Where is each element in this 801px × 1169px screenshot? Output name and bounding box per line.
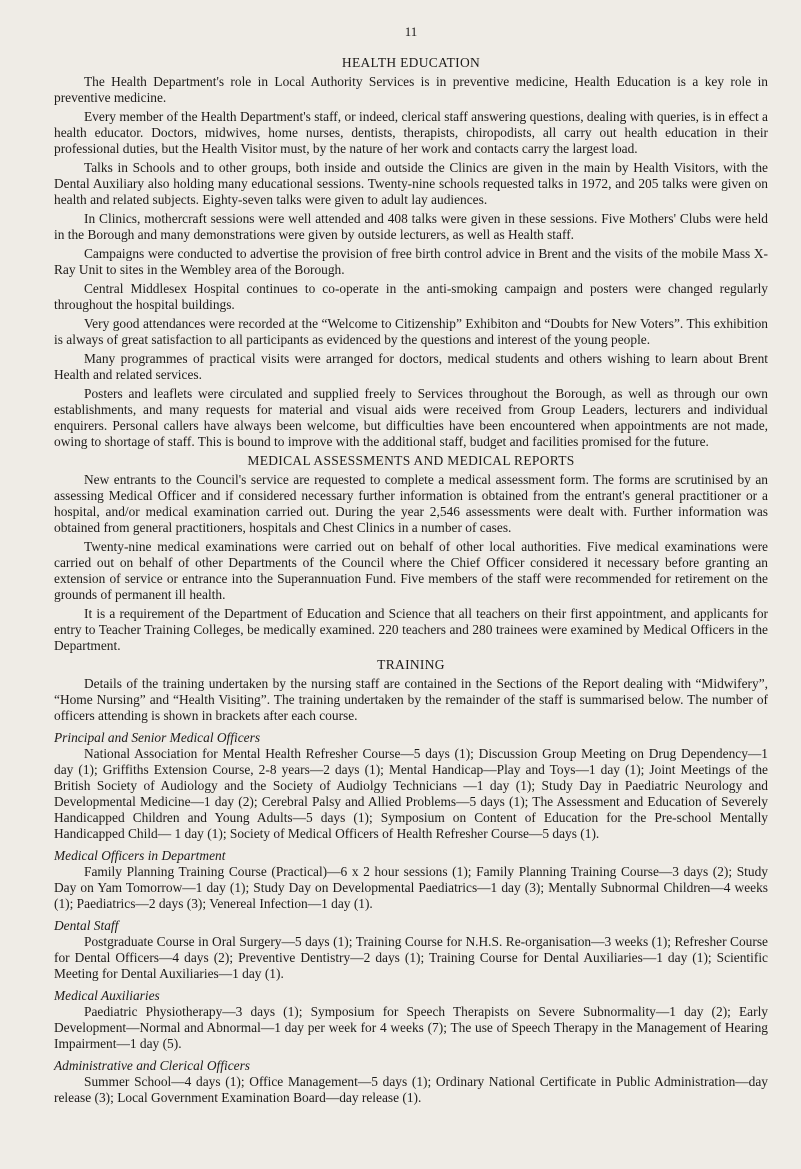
section-medical-assessments xyxy=(54,453,768,654)
section-heading: MEDICAL ASSESSMENTS AND MEDICAL REPORTS xyxy=(247,453,575,468)
section-heading: HEALTH EDUCATION xyxy=(341,55,481,70)
paragraph: Very good attendances were recorded at the “Welcome to Citizenship” Exhibiton and “Doubts for New Voters”. This exhibition is always of great satisfaction to all participants as evidenced by the questions and interest of the young people. xyxy=(54,316,768,347)
subsection-title: Medical Officers in Department xyxy=(54,848,226,863)
paragraph: Central Middlesex Hospital continues to co-operate in the anti-smoking campaign and posters were changed regularly throughout the hospital buildings. xyxy=(54,281,768,312)
paragraph: Posters and leaflets were circulated and supplied freely to Services throughout the Borough, as well as through our own establishments, and many requests for material and visual aids were received from Group Leaders, lecturers and individual enquirers. Personal callers have always been welcome, but difficulties have been encountered when appointments are not made, owing to shortage of staff. This is bound to improve with the additional staff, budget and facilities promised for the future. xyxy=(54,386,768,449)
paragraph: It is a requirement of the Department of Education and Science that all teachers on their first appointment, and applicants for entry to Teacher Training Colleges, be medically examined. 220 teachers and 280 trainees were examined by Medical Officers in the Department. xyxy=(54,606,768,653)
page-number: 11 xyxy=(404,24,418,39)
subsection-text: Paediatric Physiotherapy—3 days (1); Symposium for Speech Therapists on Severe Subnormality—1 day (2); Early Development—Normal and Abnormal—1 day per week for 4 weeks (7); The use of Speech Therapy in the Management of Hearing Impairment—1 day (5). xyxy=(54,1004,768,1051)
subsection-text: Postgraduate Course in Oral Surgery—5 days (1); Training Course for N.H.S. Re-organisation—3 weeks (1); Refresher Course for Dental Officers—4 days (2); Preventive Dentistry—2 days (1); Training Course for Dental Auxiliaries—1 day (1); Scientific Meeting for Dental Auxiliaries—1 day (1). xyxy=(54,934,768,981)
paragraph: Talks in Schools and to other groups, both inside and outside the Clinics are given in the main by Health Visitors, with the Dental Auxiliary also holding many educational sessions. Twenty-nine schools requested talks in 1972, and 205 talks were given on health and related subjects. Eighty-seven talks were given to adult lay audiences. xyxy=(54,160,768,207)
subsection-title: Dental Staff xyxy=(54,918,119,933)
paragraph: Many programmes of practical visits were arranged for doctors, medical students and others wishing to learn about Brent Health and related services. xyxy=(54,351,768,382)
paragraph: Campaigns were conducted to advertise the provision of free birth control advice in Brent and the visits of the mobile Mass X-Ray Unit to sites in the Wembley area of the Borough. xyxy=(54,246,768,277)
subsection-title: Principal and Senior Medical Officers xyxy=(54,730,261,745)
paragraph: Details of the training undertaken by the nursing staff are contained in the Sections of the Report dealing with “Midwifery”, “Home Nursing” and “Health Visiting”. The training undertaken by the remainder of the staff is summarised below. The number of officers attending is shown in brackets after each course. xyxy=(54,676,768,723)
subsection-text: Summer School—4 days (1); Office Management—5 days (1); Ordinary National Certificate in Public Administration—day release (3); Local Government Examination Board—day release (1). xyxy=(54,1074,768,1105)
paragraph: In Clinics, mothercraft sessions were well attended and 408 talks were given in these sessions. Five Mothers' Clubs were held in the Borough and many demonstrations were given by outside lecturers, as well as Health staff. xyxy=(54,211,768,242)
paragraph: New entrants to the Council's service are requested to complete a medical assessment form. The forms are scrutinised by an assessing Medical Officer and if considered necessary further information is obtained from the entrant's general practitioner or a hospital, and/or medical examination carried out. During the year 2,546 assessments were dealt with. Further information was obtained from general practitioners, hospitals and Chest Clinics in a number of cases. xyxy=(54,472,768,535)
section-training xyxy=(54,657,768,1106)
paragraph: Twenty-nine medical examinations were carried out on behalf of other local authorities. Five medical examinations were carried out on behalf of other Departments of the Council where the Chief Officer considered it necessary before granting an extension of service or entrance into the Superannuation Fund. Five members of the staff were recommended for retirement on the grounds of permanent ill health. xyxy=(54,539,768,602)
paragraph: The Health Department's role in Local Authority Services is in preventive medicine, Health Education is a key role in preventive medicine. xyxy=(54,74,768,105)
section-health-education xyxy=(54,55,768,450)
subsection-text: Family Planning Training Course (Practical)—6 x 2 hour sessions (1); Family Planning Training Course—3 days (2); Study Day on Yam Tomorrow—1 day (1); Study Day on Developmental Paediatrics—1 day (3); Mentally Subnormal Children—4 weeks (1); Paediatrics—2 days (3); Venereal Infection—1 day (1). xyxy=(54,864,768,911)
subsection-title: Medical Auxiliaries xyxy=(54,988,160,1003)
subsection-text: National Association for Mental Health Refresher Course—5 days (1); Discussion Group Meeting on Drug Dependency—1 day (1); Griffiths Extension Course, 2-8 years—2 days (1); Mental Handicap—Play and Toys—1 day (1); Joint Meetings of the British Society of Audiology and the Society of Audiolgy Technicians —1 day (1); Study Day in Paediatric Neurology and Developmental Medicine—1 day (2); Cerebral Palsy and Allied Problems—5 days (1); The Assessment and Education of Severely Handicapped Children and Young Adults—5 days (1); Symposium on Content of Education for the Pre-school Mentally Handicapped Child— 1 day (1); Society of Medical Officers of Health Refresher Course—5 days (1). xyxy=(54,746,768,841)
subsection-title: Administrative and Clerical Officers xyxy=(54,1058,251,1073)
section-heading: TRAINING xyxy=(377,657,445,672)
paragraph: Every member of the Health Department's staff, or indeed, clerical staff answering questions, dealing with queries, is in effect a health educator. Doctors, midwives, home nurses, dentists, therapists, chiropodists, all carry out health education in their professional duties, but the Health Visitor must, by the nature of her work and contacts carry the largest load. xyxy=(54,109,768,156)
